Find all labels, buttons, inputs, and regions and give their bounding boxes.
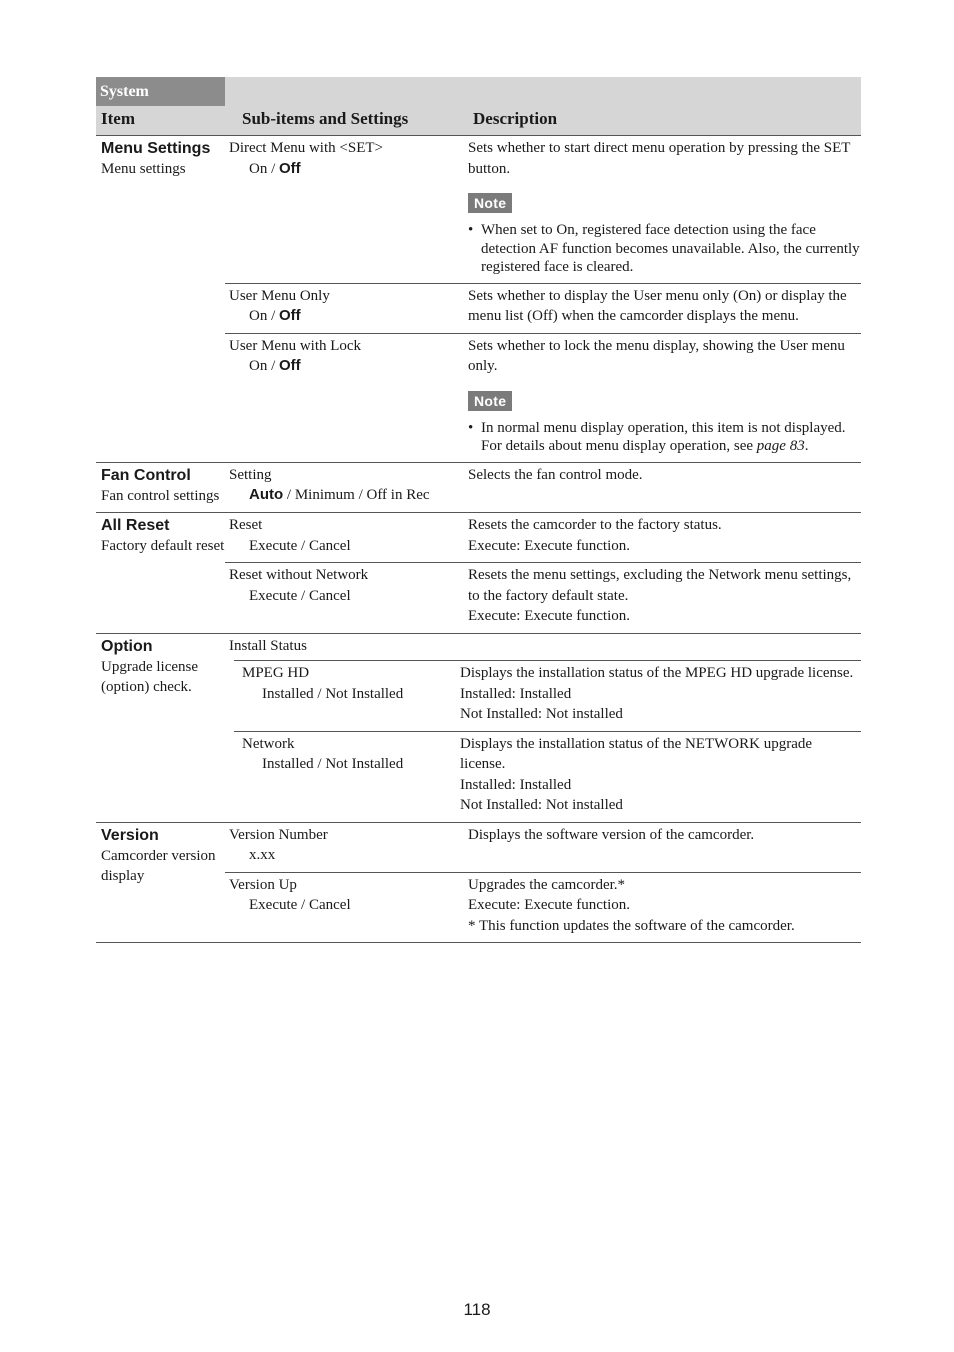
item-name: Fan Control [101,466,191,484]
column-header-sub-items: Sub-items and Settings [242,109,409,128]
table-row [225,562,861,633]
setting-options: Execute / Cancel [249,587,351,604]
setting-options: Installed / Not Installed [262,756,404,772]
note-bullet: • In normal menu display operation, this item is not displayed. For details about menu display operation, see page 83. [468,419,846,454]
description: Resets the menu settings, excluding the Network menu settings, to the factory default state. [468,567,852,604]
item-name: Version [101,826,159,844]
setting-label: Network [242,735,295,752]
item-name: Menu Settings [101,140,211,157]
column-header-item: Item [101,109,135,128]
table-row [225,333,861,462]
setting-options: Execute / Cancel [249,897,351,913]
setting-label: User Menu with Lock [229,337,362,354]
setting-label: Version Up [229,876,297,893]
group-fan-control [96,463,861,514]
item-subtitle: Fan control settings [101,487,220,504]
system-menu-table [96,77,861,943]
table-row [234,660,861,731]
setting-label: User Menu Only [229,287,330,304]
setting-options: On / Off [249,159,301,177]
item-subtitle: Upgrade license (option) check. [101,658,199,695]
description-line: Execute: Execute function. [468,537,631,554]
table-row [225,136,861,283]
footnote: * This function updates the software of the camcorder. [468,917,795,934]
description: Resets the camcorder to the factory status. [468,517,722,533]
setting-label: Install Status [229,637,307,654]
setting-options: On / Off [249,357,301,374]
setting-options: On / Off [249,307,301,324]
group-option [96,634,861,823]
table-row [225,513,861,562]
group-version [96,823,861,944]
table-header [96,77,861,136]
item-name: Option [101,637,153,655]
description-line: Installed: Installed [460,776,572,793]
group-menu-settings [96,136,861,463]
setting-label: Setting [229,466,272,483]
description-line: Execute: Execute function. [468,897,631,913]
setting-label: Reset [229,517,263,533]
item-name: All Reset [101,517,170,534]
description: Displays the software version of the camcorder. [468,826,755,843]
default-option: Auto [249,486,284,503]
note-bullet: • When set to On, registered face detection using the face detection AF function becomes unavailable. Also, the currently registered face is cleared. [468,222,860,275]
default-option: Off [279,357,301,374]
setting-label: Version Number [229,826,328,843]
description: Displays the installation status of the NETWORK upgrade license. [460,735,813,772]
setting-options: Installed / Not Installed [262,685,404,702]
page-number: 118 [463,1300,491,1319]
default-option: Off [279,159,301,177]
setting-value: x.xx [249,847,276,863]
description: Sets whether to display the User menu only (On) or display the menu list (Off) when the camcorder displays the menu. [468,287,847,324]
item-subtitle: Camcorder version display [101,847,216,884]
table-row [225,283,861,333]
default-option: Off [279,307,301,324]
column-header-description: Description [473,109,558,128]
description: Sets whether to lock the menu display, showing the User menu only. [468,337,845,374]
note-badge: Note [468,391,512,411]
page-link[interactable]: page 83 [756,438,805,454]
table-row [225,823,861,872]
description-line: Installed: Installed [460,685,572,702]
note-badge: Note [468,193,512,213]
setting-label: Reset without Network [229,567,369,583]
item-subtitle: Factory default reset [101,538,225,554]
description-line: Not Installed: Not installed [460,797,623,813]
group-all-reset [96,513,861,634]
setting-label: Direct Menu with <SET> [229,140,383,156]
table-row [225,463,861,512]
description: Displays the installation status of the MPEG HD upgrade license. [460,665,854,681]
setting-options: Auto / Minimum / Off in Rec [249,486,430,503]
table-row [225,872,861,943]
item-subtitle: Menu settings [101,161,186,177]
table-row [225,634,861,661]
description: Selects the fan control mode. [468,466,643,483]
setting-label: MPEG HD [242,665,310,681]
description: Upgrades the camcorder.* [468,876,626,893]
setting-options: Execute / Cancel [249,537,351,554]
description: Sets whether to start direct menu operation by pressing the SET button. [468,140,851,177]
description-line: Not Installed: Not installed [460,706,623,722]
table-row [234,731,861,822]
description-line: Execute: Execute function. [468,608,631,624]
section-tab: System [96,77,225,106]
